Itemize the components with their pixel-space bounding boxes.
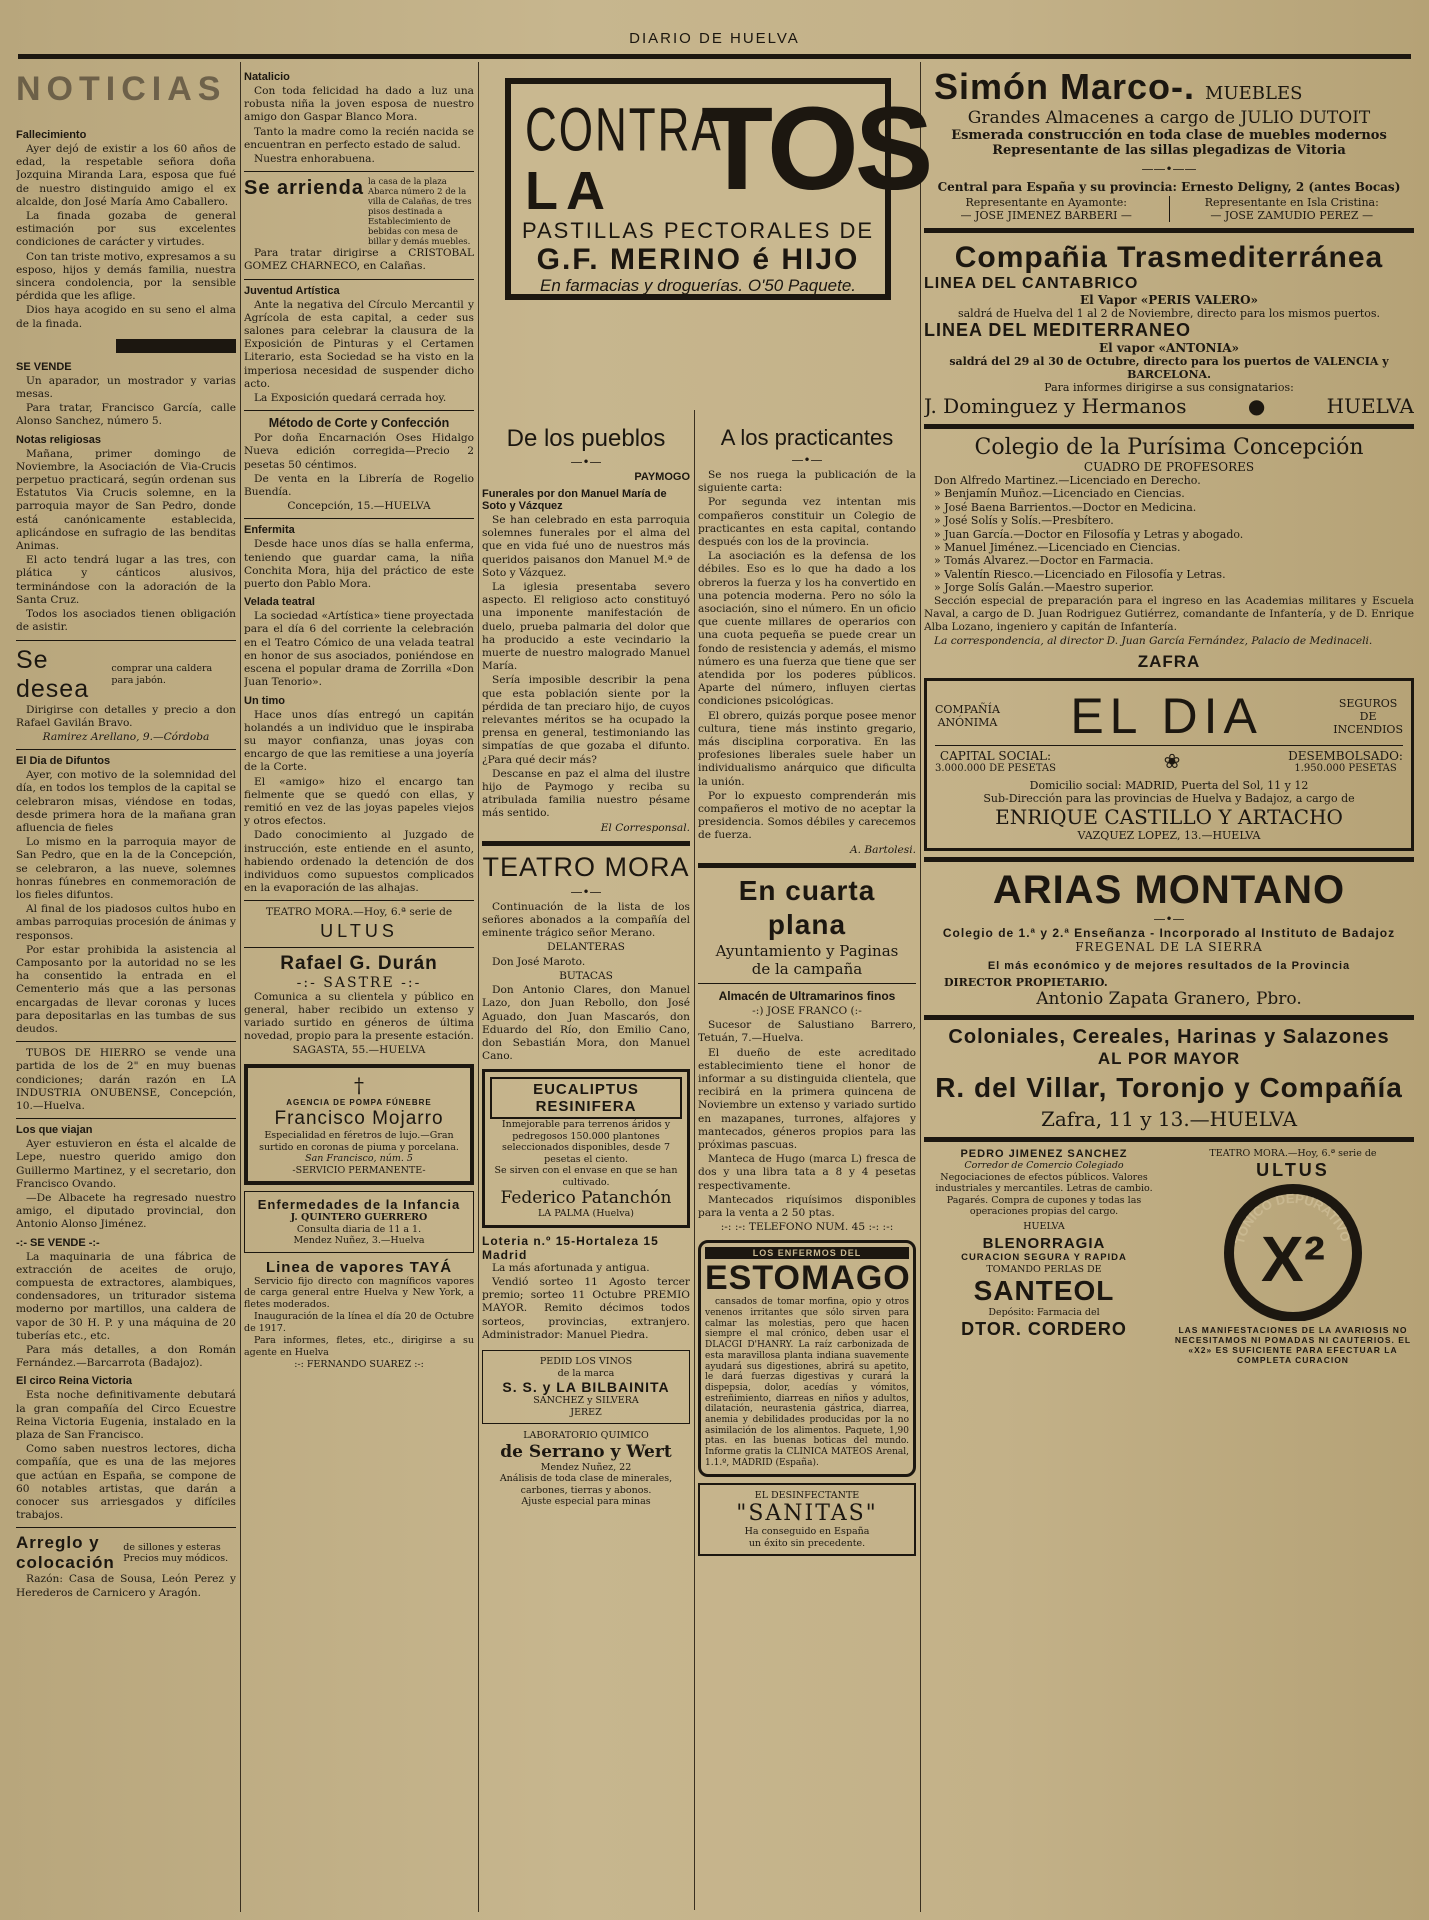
ad-contra-line2: G.F. MERINO é HIJO (536, 243, 860, 276)
list-item: » Manuel Jiménez.—Licenciado en Ciencias. (934, 541, 1181, 555)
paragraph: Para informes, fletes, etc., dirigirse a su agente en Huelva (244, 1335, 474, 1358)
heading-teatro-mora: TEATRO MORA (482, 851, 690, 882)
ad-infancia (244, 1191, 474, 1253)
dia-cap-val: 3.000.000 DE PESETAS (935, 763, 1056, 775)
arias-director: Antonio Zapata Granero, Pbro. (1036, 989, 1302, 1010)
paragraph: Como saben nuestros lectores, dicha compañía, que es una de las mejores que actúan en España, se compone de 60 notables artistas, que darán a conocer sus arriesgados y difíciles trabajos. (16, 1443, 236, 1522)
divider (16, 749, 236, 750)
blen-line: CURACION SEGURA Y RAPIDA (961, 1252, 1127, 1264)
ultus-line: TEATRO MORA.—Hoy, 6.ª serie de (1209, 1148, 1377, 1160)
simon-line: Esmerada construcción en toda clase de muebles modernos (951, 128, 1387, 143)
paragraph: Se nos ruega la publicación de la siguiente carta: (698, 469, 916, 495)
ad-eucaliptus (482, 1069, 690, 1228)
paragraph: Por lo expuesto comprenderán mis compañeros el motivo de no aceptar la presidencia. Somos débiles y carecemos de fuerza. (698, 789, 916, 842)
infancia-address: Mendez Nuñez, 3.—Huelva (293, 1235, 425, 1247)
lab-line: Mendez Nuñez, 22 (540, 1461, 632, 1473)
simon-rep-name: — JOSE ZAMUDIO PEREZ — (1210, 209, 1374, 222)
heading-dia-difuntos: El Dia de Difuntos (16, 755, 111, 768)
x2-ring-text: TONICO DEPURATIVO (1231, 1190, 1354, 1246)
sanitas-title: "SANITAS" (736, 1501, 878, 1527)
column-1 (16, 66, 236, 1916)
paragraph-tubos: TUBOS DE HIERRO se vende una partida de los de 2" en muy buenas condiciones; darán razón en LA INDUSTRIA ONUBENSE, Concepción, 10.—Huelva. (16, 1047, 236, 1112)
list-item: Don Alfredo Martinez.—Licenciado en Derecho. (934, 474, 1201, 487)
paragraph: Ramirez Arellano, 9.—Córdoba (42, 730, 210, 743)
dia-right: INCENDIOS (1333, 722, 1403, 736)
paragraph: Descanse en paz el alma del ilustre hijo de Paymogo y reciba su atribulada familia nuestro pésame más sentido. (482, 767, 690, 820)
paragraph: Manteca de Hugo (marca L) fresca de dos y una libra tata a 8 y 4 pesetas respectivamente. (698, 1153, 916, 1192)
dia-right: SEGUROS (1338, 696, 1398, 710)
blen-brand: SANTEOL (973, 1275, 1115, 1307)
subheading-paymogo: PAYMOGO (634, 471, 690, 483)
column-4: A los practicantes —•— Se nos ruega la publicación de la siguiente carta: Por segunda vez intentan mis compañeros constituir un Colegio de practicantes en esta capital, contando después con los de la provincia. La asociación es la defensa de los débiles. Eso es lo que ha dado a los obreros la fuerza y los ha convertido en una potencia moderna. Pero no sólo la asociación, sino el número. En un oficio que cuente millares de operarios con una cuota pequeña se puede crear un fondo de resistencia y además, el mismo número es una fuerza que tiene que ser atendida por los poderes públicos. Aparte del número, influyen ciertas condiciones psicológicas. El obrero, quizás porque posee menor cultura, tiene más instinto gregario, más disciplina corporativa. En las profesiones liberales suele haber un individualismo anárquico que dificulta la unión. Por lo expuesto comprenderán mis compañeros el motivo de no aceptar la presidencia. Somos débiles y carecemos de fuerza. A. Bartolesi. En cuarta plana Ayuntamiento y Paginas de la campaña Almacén de Ultramarinos finos -:) JOSE FRANCO (:- Sucesor de Salustiano Barrero, Tetuán, 7.—Huelva. El dueño de este acreditado establecimiento tiene el honor de informar a su distinguida clientela, que recibirá en la primera quincena de Noviembre un extenso y variado surtido en mazapanes, turrones, alfajores y mantecados, géneros propios para las próximas pascuas. Manteca de Hugo (marca L) fresca de dos y una libra tata a 8 y 4 pesetas respectivamente. Mantecados riquísimos disponibles para la venta a 2 50 ptas. :-: :-: TELEFONO NUM. 45 :-: :-: LOS ENFERMOS DEL ESTOMAGO cansados de tomar morfina, opio y otros venenos irritantes que sólo sirven para calmar las molestias, pero que hacen siempre el mal crónico, deben usar el DLACGI D'HANRY. La raíz carbonizada de esta maravillosa planta indiana suavemente ayudará sus digestiones, abrirá su apetito, le dará fuerzas digestivas y curará la dispepsia, dolor, acedías y vómitos, estreñimiento, diarreas en niños y adultos, dilatación, neurastenia gástrica, diarrea, anemia y debilidades producidas por la no asimilación de los alimentos. Paquete, 1,90 ptas. en las buenas boticas del mundo. Informe gratis la CLINICA MATEOS Arenal, 1.1.º, MADRID (España). EL DESINFECTANTE "SANITAS" Ha conseguido en España un éxito sin precedente. (698, 425, 916, 1920)
paragraph: Servicio fijo directo con magníficos vapores de carga general entre Huelva y New York, a fletes moderados. (244, 1275, 474, 1310)
heading-velada: Velada teatral (244, 596, 315, 609)
x2-logo (1193, 1181, 1393, 1321)
arias-line: El más económico y de mejores resultados de la Provincia (987, 960, 1351, 973)
paragraph: Don José Maroto. (492, 955, 586, 968)
lab-name: de Serrano y Wert (500, 1441, 672, 1462)
paragraph: Por segunda vez intentan mis compañeros constituir un Colegio de practicantes en esta capital, contando después con los de la provincia. (698, 496, 916, 549)
paragraph: Dios haya acogido en su seno el alma de la finada. (16, 304, 236, 330)
bullet-icon: ● (1247, 394, 1266, 418)
colegio-professors (934, 474, 1414, 595)
divider (16, 1118, 236, 1119)
vinos-line: SANCHEZ y SILVERA (533, 1395, 639, 1407)
trans-line: Para informes dirigirse a sus consignatarios: (1044, 381, 1294, 394)
heading-loteria: Loteria n.º 15-Hortaleza 15 Madrid (482, 1233, 659, 1262)
paragraph: Ante la negativa del Círculo Mercantil y Agrícola de esta capital, a ceder sus salones para celebrar la clausura de la Exposición de Pinturas y el Certamen Literario, esta Sociedad se ha visto en la imperiosa necesidad de suspender dicho acto. (244, 298, 474, 390)
ad-se-desea-sub: comprar una caldera para jabón. (111, 663, 213, 686)
section-title-noticias: NOTICIAS (16, 70, 227, 108)
heading-enfermita: Enfermita (244, 524, 295, 537)
paragraph: El dueño de este acreditado establecimiento tiene el honor de informar a su distinguida clientela, que recibirá en la primera quincena de Noviembre un extenso y variado surtido en mazapanes, turrones, alfajores y mantecados, géneros propios para las próximas pascuas. (698, 1046, 916, 1151)
heading-juventud: Juventud Artística (244, 284, 340, 297)
paragraph: La maquinaria de una fábrica de extracción de aceites de orujo, compuesta de extractores, alambiques, condensadores, un triturador sistema moderno por martillos, una caldera de vapor de 30 H. P. y una máquina de 20 tuberías etc., etc. (16, 1250, 236, 1342)
mojarro-agency: AGENCIA DE POMPA FÚNEBRE (286, 1097, 432, 1107)
blen-line: Depósito: Farmacia del (988, 1307, 1100, 1319)
divider (244, 900, 474, 901)
paragraph: Todos los asociados tienen obligación de asistir. (16, 608, 236, 634)
paragraph: Se han celebrado en esta parroquia solemnes funerales por el alma del que en vida fué uno de nuestros más queridos paisanos don Manuel M.ª de Soto y Vázquez. (482, 514, 690, 579)
eucaliptus-title: EUCALIPTUS RESINIFERA (490, 1077, 682, 1119)
paragraph: Para más detalles, a don Román Fernández.—Barcarrota (Badajoz). (16, 1344, 236, 1370)
paragraph: Ayer estuvieron en ésta el alcalde de Lepe, nuestro querido amigo don Guillermo Martinez, y el secretario, don Francisco Ovando. (16, 1138, 236, 1190)
heading-se-vende: SE VENDE (16, 360, 72, 373)
list-item: » Tomás Alvarez.—Doctor en Farmacia. (934, 554, 1154, 568)
column-divider (920, 62, 921, 1912)
column-3: De los pueblos —•— PAYMOGO Funerales por don Manuel María de Soto y Vázquez Se han celebrado en esta parroquia solemnes funerales por el alma del que en vida fué uno de nuestros más queridos paisanos don Manuel M.ª de Soto y Vázquez. La iglesia presentaba severo aspecto. El religioso acto constituyó una imponente manifestación de duelo, prueba palmaria del dolor que ha producido a este vecindario la muerte de nuestro malogrado Manuel María. Sería imposible describir la pena que esta población siente por la pérdida de tan preciaro hijo, de cuyos relevantes méritos se ha ocupado la prensa en general, testimoniando las simpatías de que gozaba el difunto. ¿Para qué decir más? Descanse en paz el alma del ilustre hijo de Paymogo y reciba su atribulada familia nuestro pésame más sentido. El Corresponsal. TEATRO MORA —•— Continuación de la lista de los señores abonados a la compañía del eminente trágico señor Merano. DELANTERAS Don José Maroto. BUTACAS Don Antonio Clares, don Manuel Lazo, don Juan Rebollo, don José Aguado, don Juan Mascarós, don Eduardo del Río, don Emilio Cano, don Sebastián Mora, don Manuel Cano. EUCALIPTUS RESINIFERA Inmejorable para terrenos áridos y pedregosos 150.000 plantones seleccionados disponibles, desde 7 pesetas el ciento. Se sirven con el envase en que se han cultivado. Federico Patanchón LA PALMA (Huelva) Loteria n.º 15-Hortaleza 15 Madrid La más afortunada y antigua. Vendió sorteo 11 Agosto tercer premio; sorteo 11 Octubre PREMIO MAYOR. Remito décimos todos sorteos, provincias, extranjero. Administrador: Manuel Piedra. PEDID LOS VINOS de la marca S. S. y LA BILBAINITA SANCHEZ y SILVERA JEREZ LABORATORIO QUIMICO de Serrano y Wert Mendez Nuñez, 22 Análisis de toda clase de minerales, carbones, tierras y abonos. Ajuste especial para minas (482, 425, 690, 1508)
paragraph: Para tratar, Francisco García, calle Alonso Sanchez, número 5. (16, 402, 236, 428)
divider (482, 841, 690, 846)
simon-rep: Representante en Ayamonte: (965, 196, 1127, 209)
zafra-heading: ZAFRA (1137, 652, 1201, 672)
column-divider (694, 410, 695, 1910)
paragraph: Concepción, 15.—HUELVA (287, 500, 431, 513)
divider (698, 983, 916, 984)
sanitas-line: EL DESINFECTANTE (754, 1489, 860, 1501)
colegio-title: Colegio de la Purísima Concepción (974, 435, 1364, 460)
heading-metodo: Método de Corte y Confección (268, 416, 450, 431)
arias-line: FREGENAL DE LA SIERRA (1075, 940, 1263, 955)
heading-natalicio: Natalicio (244, 71, 290, 83)
eucaliptus-text: Se sirven con el envase en que se han cultivado. (494, 1165, 678, 1188)
pedro-name: PEDRO JIMENEZ SANCHEZ (960, 1148, 1128, 1161)
trans-line: El Vapor «PERIS VALERO» (1079, 293, 1259, 307)
duran-title: Rafael G. Durán (280, 952, 438, 974)
paragraph: Para tratar dirigirse a CRISTOBAL GOMEZ CHARNECO, en Calañas. (244, 247, 474, 273)
list-item: » Jorge Solís Galán.—Maestro superior. (934, 581, 1154, 595)
infancia-title: Enfermedades de la Infancia (257, 1197, 461, 1213)
blen-line: TOMANDO PERLAS DE (986, 1263, 1102, 1275)
colegio-sub: CUADRO DE PROFESORES (1083, 460, 1255, 474)
dia-line: Domicilio social: MADRID, Puerta del Sol, 11 y 12 (1029, 779, 1309, 793)
paragraph: Don Antonio Clares, don Manuel Lazo, don Juan Rebollo, don José Aguado, don Juan Mascarós, don Eduardo del Río, don Emilio Cano, don Sebastián Mora, don Manuel Cano. (482, 984, 690, 1063)
black-bar (116, 339, 236, 353)
simon-line: Representante de las sillas plegadizas de Vitoria (992, 143, 1346, 158)
eucaliptus-name: Federico Patanchón (500, 1188, 672, 1209)
arias-line: Colegio de 1.ª y 2.ª Enseñanza - Incorporado al Instituto de Badajoz (942, 926, 1396, 941)
paragraph: La asociación es la defensa de los débiles. Eso es lo que ha dado a los obreros la fuerza y los ha convertido en una potencia moderna. Pero no sólo la asociación, sino el número. En un oficio que cuente millares de operarios con una cuota pequeña se puede crear un fondo de resistencia y además, el mismo número es una fuerza que tiene que ser atendida por los poderes públicos. Aparte del número, influyen ciertas condiciones psicológicas. (698, 550, 916, 708)
paragraph: La Exposición quedará cerrada hoy. (254, 392, 447, 405)
eucaliptus-place: LA PALMA (Huelva) (538, 1208, 634, 1220)
divider (16, 1527, 236, 1528)
paragraph: Ayer, con motivo de la solemnidad del día, en todos los templos de la capital se celebraron misas, viéndose en todas, desde primera hora de la mañana gran afluencia de fieles (16, 769, 236, 834)
heading-timo: Un timo (244, 694, 285, 707)
ad-la-word: LA (525, 161, 613, 221)
paragraph: Sección especial de preparación para el ingreso en las Academias militares y Escuela Naval, a cargo de D. Juan Rodriguez Gutiérrez, comandante de Infantería, y de D. Enrique Alba Lozano, ingeniero y capitán de Infantería. (924, 594, 1414, 634)
ad-el-dia (924, 678, 1414, 851)
duran-sastre: -:- SASTRE -:- (296, 974, 422, 991)
vinos-brand: S. S. y LA BILBAINITA (502, 1379, 670, 1396)
divider (16, 640, 236, 641)
dia-agent: ENRIQUE CASTILLO Y ARTACHO (995, 805, 1343, 830)
divider (924, 857, 1414, 862)
paragraph: Ayer dejó de existir a los 60 años de edad, la respetable señora doña Jozquina Miranda Lara, esposa que fué de nuestro distinguido amigo el ex alcalde, don José María Amo Caballero. (16, 143, 236, 208)
paragraph: La iglesia presentaba severo aspecto. El religioso acto constituyó una imponente manifestación de duelo, prueba palmaria del dolor que ha producido a este vecindario la muerte de nuestro malogrado Manuel María. (482, 581, 690, 673)
list-item: » José Solís y Solís.—Presbítero. (934, 514, 1114, 528)
ad-arrienda-title: Se arrienda (244, 177, 364, 200)
teatro-ultus: ULTUS (320, 920, 398, 941)
dia-line: VAZQUEZ LOPEZ, 13.—HUELVA (1077, 829, 1261, 843)
paragraph: Un aparador, un mostrador y varias mesas. (16, 374, 236, 401)
paragraph: La correspondencia, al director D. Juan García Fernández, Palacio de Medinaceli. (934, 635, 1373, 648)
ad-contra-line3: En farmacias y droguerías. O'50 Paquete. (539, 276, 857, 295)
paragraph: Hace unos días entregó un capitán holandés a un individuo que le inspiraba su mayor confianza, unas joyas con encargo de que las remitiese a una joyería de la Corte. (244, 708, 474, 774)
paragraph: —De Albacete ha regresado nuestro amigo, el diputado provincial, don Antonio Alonso Jiménez. (16, 1192, 236, 1231)
divider (244, 947, 474, 948)
paragraph: Por doña Encarnación Oses Hidalgo Nueva edición corregida—Precio 2 pesetas 50 céntimos. (244, 432, 474, 471)
villar-name: R. del Villar, Toronjo y Compañía (935, 1072, 1403, 1104)
ad-contra-word: CONTRA (525, 96, 723, 165)
vapores-title: Linea de vapores TAYÁ (265, 1258, 453, 1276)
paragraph: Razón: Casa de Sousa, León Perez y Herederos de Carnicero y Aragón. (16, 1573, 236, 1599)
paragraph: Por estar prohibida la asistencia al Camposanto por la autoridad no se les ha consentido la entrada en el Cementerio más que a las personas encargadas de llevar coronas y luces para depositarlas en las tumbas de sus deudos. (16, 943, 236, 1035)
cuarta-line: Ayuntamiento y Paginas (715, 941, 899, 960)
paragraph: :-: FERNANDO SUAREZ :-: (294, 1359, 424, 1371)
emblem-icon: ❀ (1163, 749, 1181, 774)
ad-contra-line1: PASTILLAS PECTORALES DE (521, 218, 875, 243)
pedro-text: Negociaciones de efectos públicos. Valores industriales y mercantiles. Letras de cambio. Pagarés. Compra de cupones y todas las operaciones propias del cargo. (935, 1171, 1153, 1218)
estomago-title: ESTOMAGO (705, 1259, 911, 1298)
ad-mojarro (244, 1064, 474, 1186)
ad-arreglo-sub: de sillones y esteras Precios muy módicos. (123, 1541, 229, 1565)
list-item: » Benjamín Muñoz.—Licenciado en Ciencias. (934, 487, 1185, 501)
paragraph: Con tan triste motivo, expresamos a su esposo, hijos y demás familia, nuestra sincera condolencia, por la sensible pérdida que les aflige. (16, 250, 236, 303)
header-rule (18, 54, 1411, 59)
paragraph: :-: :-: TELEFONO NUM. 45 :-: :-: (720, 1221, 894, 1234)
dia-left: COMPAÑÍA (935, 703, 1000, 717)
mojarro-service: -SERVICIO PERMANENTE- (292, 1164, 426, 1176)
ad-tos-word: TOS (701, 83, 930, 215)
paragraph: Desde hace unos días se halla enferma, teniendo que guardar cama, la niña Conchita Mora, hija del práctico de este puerto don Pablo Mora. (244, 538, 474, 591)
trans-line: saldrá de Huelva del 1 al 2 de Noviembre, directo para los mismos puertos. (957, 307, 1381, 320)
sanitas-line: un éxito sin precedente. (748, 1537, 866, 1549)
column-5: Simón Marco-. MUEBLES Grandes Almacenes a cargo de JULIO DUTOIT Esmerada construcción en toda clase de muebles modernos Representante de las sillas plegadizas de Vitoria ——•—— Central para España y su provincia: Ernesto Deligny, 2 (antes Bocas) Representante en Ayamonte: — JOSE JIMENEZ BARBERI — Representante en Isla Cristina: — JOSE ZAMUDIO PEREZ — Compañia Trasmediterránea LINEA DEL CANTABRICO El Vapor «PERIS VALERO» saldrá de Huelva del 1 al 2 de Noviembre, directo para los mismos puertos. LINEA DEL MEDITERRANEO El vapor «ANTONIA» saldrá del 29 al 30 de Octubre, directo para los puertos de VALENCIA y BARCELONA. Para informes dirigirse a sus consignatarios: J. Dominguez y Hermanos ● HUELVA Colegio de la Purísima Concepción CUADRO DE PROFESORES Don Alfredo Martinez.—Licenciado en Derecho. » Benjamín Muñoz.—Licenciado en Ciencias. » José Baena Barrientos.—Doctor en Medicina. » José Solís y Solís.—Presbítero. » Juan García.—Doctor en Filosofía y Letras y abogado. » Manuel Jiménez.—Licenciado en Ciencias. » Tomás Alvarez.—Doctor en Farmacia. » Valentín Riesco.—Licenciado en Filosofía y Letras. » Jorge Solís Galán.—Maestro superior. Sección especial de preparación para el ingreso en las Academias militares y Escuela Naval, a cargo de D. Juan Rodriguez Gutiérrez, comandante de Infantería, y de D. Enrique Alba Lozano, ingeniero y capitán de Infantería. La correspondencia, al director D. Juan García Fernández, Palacio de Medinaceli. ZAFRA COMPAÑÍA ANÓNIMA EL DIA SEGUROS DE INCENDIOS CAPITAL SOCIAL: 3.000.000 DE PESETAS ❀ DESEMBOLSADO: 1.950.000 PESETAS Domicilio social: MADRID, Puerta del Sol, 11 y 12 Sub-Dirección para las provincias de Huelva y Badajoz, a cargo de ENRIQUE CASTILLO Y ARTACHO VAZQUEZ LOPEZ, 13.—HUELVA ARIAS MONTANO —•— Colegio de 1.ª y 2.ª Enseñanza - Incorporado al Instituto de Badajoz FREGENAL DE LA SIERRA El más económico y de mejores resultados de la Provincia DIRECTOR PROPIETARIO. Antonio Zapata Granero, Pbro. Coloniales, Cereales, Harinas y Salazones AL POR MAYOR R. del Villar, Toronjo y Compañía Zafra, 11 y 13.—HUELVA PEDRO JIMENEZ SANCHEZ Corredor de Comercio Colegiado Negociaciones de efectos públicos. Valores industriales y mercantiles. Letras de cambio. Pagarés. Compra de cupones y todas las operaciones propias del cargo. HUELVA BLENORRAGIA CURACION SEGURA Y RAPIDA TOMANDO PERLAS DE SANTEOL Depósito: Farmacia del DTOR. CORDERO TEATRO MORA.—Hoy, 6.ª serie de ULTUS TONICO DEPURATIVO X² LAS MANIFESTACIONES DE LA AVARIOSIS NO NECESITAMOS NI POMADAS NI CAUTERIOS. EL «X2» ES SUFICIENTE PARA EFECTUAR LA COMPLETA CURACION (924, 66, 1414, 1365)
paragraph: Lo mismo en la parroquia mayor de San Pedro, que en la de la Concepción, se celebraron, a las nueve, solemnes honras fúnebres en conmemoración de los fieles difuntos. (16, 836, 236, 901)
trans-agent: J. Dominguez y Hermanos (924, 394, 1187, 418)
paragraph: Inauguración de la línea el día 20 de Octubre de 1917. (244, 1311, 474, 1334)
divider (924, 1015, 1414, 1020)
heading-viajan: Los que viajan (16, 1124, 93, 1137)
dia-right: DE (1359, 709, 1377, 723)
blen-title: BLENORRAGIA (982, 1235, 1106, 1253)
paragraph: Al final de los piadosos cultos hubo en ambas parroquias procesión de ánimas y responsos. (16, 903, 236, 942)
paragraph: Sería imposible describir la pena que esta población siente por la pérdida de tan preciaro hijo, de cuyos relevantes méritos se ha ocupado la prensa en general, testimoniando las simpatías de que gozaba el difunto. ¿Para qué decir más? (482, 674, 690, 766)
eucaliptus-text: Inmejorable para terrenos áridos y pedregosos 150.000 plantones seleccionados disponibles, desde 7 pesetas el ciento. (501, 1119, 671, 1165)
dia-des: DESEMBOLSADO: (1288, 749, 1403, 764)
subheading: BUTACAS (559, 969, 613, 982)
heading-circo: El circo Reina Victoria (16, 1375, 132, 1388)
lab-line: Análisis de toda clase de minerales, carbones, tierras y abonos. (499, 1473, 673, 1496)
heading-pueblos: De los pueblos (506, 425, 666, 452)
divider (244, 518, 474, 519)
paragraph: La finada gozaba de general estimación por sus excelentes condiciones de carácter y virtudes. (16, 210, 236, 249)
pedro-city: HUELVA (1023, 1220, 1065, 1232)
pedro-title: Corredor de Comercio Colegiado (964, 1160, 1124, 1172)
ad-vinos (482, 1350, 690, 1424)
trans-line: saldrá del 29 al 30 de Octubre, directo para los puertos de VALENCIA y BARCELONA. (949, 355, 1389, 381)
column-divider (240, 62, 241, 1912)
arias-line: DIRECTOR PROPIETARIO. (944, 976, 1108, 990)
paragraph: Dirigirse con detalles y precio a don Rafael Gavilán Bravo. (16, 703, 236, 729)
dia-line: Sub-Dirección para las provincias de Huelva y Badajoz, a cargo de (983, 792, 1355, 806)
dia-left: ANÓNIMA (937, 716, 998, 730)
ad-sanitas (698, 1483, 916, 1557)
paragraph: Mantecados riquísimos disponibles para la venta a 2 50 ptas. (698, 1193, 916, 1219)
paragraph: Nuestra enhorabuena. (254, 153, 375, 166)
trans-mediterraneo: LINEA DEL MEDITERRANEO (924, 320, 1192, 340)
masthead: DIARIO DE HUELVA (629, 30, 800, 47)
infancia-doctor: J. QUINTERO GUERRERO (290, 1212, 428, 1224)
paragraph: SAGASTA, 55.—HUELVA (292, 1044, 426, 1057)
divider (924, 1137, 1414, 1142)
signature: A. Bartolesi. (849, 843, 916, 856)
paragraph: Mañana, primer domingo de Noviembre, la Asociación de Via-Crucis perpetuo practicará, según ordenan sus Estatutos Via Crucis solemne, en la parroquia mayor de San Pedro, donde está canónicamente establecida, aplicándose en sufragio de las benditas Animas. (16, 447, 236, 553)
divider (698, 863, 916, 868)
divider (244, 410, 474, 411)
column-divider (478, 62, 479, 1912)
dia-title: EL DIA (1070, 688, 1263, 745)
villar-line: Coloniales, Cereales, Harinas y Salazones (948, 1026, 1390, 1049)
ad-se-desea-title: Se desea (16, 645, 90, 703)
simon-line: Central para España y su provincia: Ernesto Deligny, 2 (antes Bocas) (937, 180, 1401, 194)
ad-contra-la-tos (505, 78, 930, 300)
mojarro-address: San Francisco, núm. 5 (305, 1153, 413, 1165)
vinos-line: PEDID LOS VINOS (539, 1356, 633, 1368)
divider (924, 424, 1414, 429)
ad-laboratorio (482, 1430, 690, 1508)
paragraph: Con toda felicidad ha dado a luz una robusta niña la joven esposa de nuestro amigo don Gaspar Blanco Mora. (244, 85, 474, 124)
trans-cantabrico: LINEA DEL CANTABRICO (924, 275, 1139, 292)
paragraph: Dado conocimiento al Juzgado de instrucción, este entiende en el asunto, habiendo ordenado la detención de dos individuos como supuestos complicados en la evaporación de las alhajas. (244, 829, 474, 895)
paragraph: -:) JOSE FRANCO (:- (752, 1004, 862, 1017)
simon-muebles: MUEBLES (1205, 83, 1303, 104)
paragraph: Continuación de la lista de los señores abonados a la compañía del eminente trágico señor Merano. (482, 900, 690, 940)
cuarta-line: de la campaña (751, 959, 863, 978)
estomago-top: LOS ENFERMOS DEL (705, 1247, 909, 1259)
column-2 (244, 66, 474, 1916)
ad-arrienda-sub: la casa de la plaza Abarca número 2 de la villa de Calañas, de tres pisos destinada a Establecimiento de bebidas con mesa de billar y demás muebles. (367, 177, 472, 248)
paragraph: Sucesor de Salustiano Barrero, Tetuán, 7.—Huelva. (698, 1019, 916, 1045)
simon-rep-name: — JOSE JIMENEZ BARBERI — (960, 209, 1132, 222)
simon-title: Simón Marco-. (934, 66, 1196, 107)
paragraph: Vendió sorteo 11 Agosto tercer premio; sorteo 11 Octubre PREMIO MAYOR. Remito décimos todos sorteos, provincias, extranjero. Administrador: Manuel Piedra. (482, 1276, 690, 1341)
paragraph: Tanto la madre como la recién nacida se encuentran en perfecto estado de salud. (244, 125, 474, 151)
heading-almacen: Almacén de Ultramarinos finos (718, 988, 896, 1003)
dia-cap: CAPITAL SOCIAL: (939, 749, 1052, 764)
estomago-text: cansados de tomar morfina, opio y otros venenos irritantes que sólo sirven para calmar las molestias, pero que hacen siempre el mal crónico, deben usar el DLACGI D'HANRY. La raíz carbonizada de esta maravillosa planta indiana suavemente ayudará sus digestiones, abrirá su apetito, le dará fuerzas digestivas y curará la dispepsia, dolor, acedías y vómitos, estreñimiento, diarreas en niños y adultos, dilatación, neurastenia gástrica, diarrea, anemia y debilidades producidas por la no asimilación de los alimentos. Paquete, 1,90 ptas. en las buenas boticas del mundo. Informe gratis la CLINICA MATEOS Arenal, 1.1.º, MADRID (España). (705, 1297, 909, 1468)
lab-line: Ajuste especial para minas (521, 1496, 651, 1508)
dia-des-val: 1.950.000 PESETAS (1294, 763, 1397, 775)
list-item: » Valentín Riesco.—Licenciado en Filosofía y Letras. (934, 567, 1226, 581)
x2-caption: LAS MANIFESTACIONES DE LA AVARIOSIS NO NECESITAMOS NI POMADAS NI CAUTERIOS. EL «X2» ES SUFICIENTE PARA EFECTUAR LA COMPLETA CURACION (1174, 1324, 1412, 1365)
arias-title: ARIAS MONTANO (992, 868, 1346, 913)
cross-icon: † (354, 1072, 364, 1097)
heading-fallecimiento: Fallecimiento (16, 129, 87, 141)
paragraph: El obrero, quizás porque posee menor cultura, tiene más instinto gregario, más disciplina corporativa. En las profesiones liberales suele haber un individualismo anárquico que dificulta la unión. (698, 709, 916, 788)
sanitas-line: Ha conseguido en España (744, 1526, 870, 1538)
villar-address: Zafra, 11 y 13.—HUELVA (1040, 1107, 1298, 1132)
heading-funerales: Funerales por don Manuel María de Soto y Vázquez (482, 488, 667, 512)
paragraph: El «amigo» hizo el encargo tan fielmente que se quedó con ellas, y remitió en vez de las joyas papeles viejos y otros efectos. (244, 775, 474, 828)
simon-line: Grandes Almacenes a cargo de JULIO DUTOIT (967, 108, 1371, 128)
trans-city: HUELVA (1326, 394, 1414, 418)
trans-title: Compañia Trasmediterránea (954, 241, 1384, 274)
paragraph: Esta noche definitivamente debutará la gran compañía del Circo Ecuestre Reina Victoria Eugenia, instalado en la plaza de San Francisco. (16, 1389, 236, 1442)
paragraph: El acto tendrá lugar a las tres, con plática y cánticos alusivos, terminándose con la adoración de la Santa Cruz. (16, 554, 236, 606)
ad-estomago (698, 1240, 916, 1476)
teatro-line: TEATRO MORA.—Hoy, 6.ª serie de (265, 906, 453, 919)
divider (244, 279, 474, 280)
list-item: » José Baena Barrientos.—Doctor en Medicina. (934, 500, 1197, 514)
heading-se-vende-2: -:- SE VENDE -:- (16, 1236, 100, 1249)
ad-arreglo-title: Arreglo y colocación (16, 1533, 115, 1573)
paragraph: La más afortunada y antigua. (492, 1261, 650, 1274)
infancia-hours: Consulta diaria de 11 a 1. (296, 1223, 422, 1235)
heading-cuarta-plana: En cuarta plana (738, 874, 876, 940)
paragraph: Comunica a su clientela y público en general, haber recibido un extenso y variado surtido en géneros de última novedad, propio para la presente estación. (244, 990, 474, 1043)
divider (244, 171, 474, 172)
divider (924, 228, 1414, 233)
ultus-title: ULTUS (1256, 1159, 1330, 1180)
signature: El Corresponsal. (600, 821, 690, 834)
mojarro-name: Francisco Mojarro (274, 1108, 444, 1130)
list-item: » Juan García.—Doctor en Filosofía y Letras y abogado. (934, 527, 1244, 541)
divider (16, 1041, 236, 1042)
mojarro-text: Especialidad en féretros de lujo.—Gran surtido en coronas de piuma y porcelana. (259, 1130, 459, 1153)
lab-line: LABORATORIO QUIMICO (523, 1430, 649, 1442)
subheading: DELANTERAS (547, 941, 625, 954)
vinos-line: de la marca (557, 1367, 615, 1379)
villar-line: AL POR MAYOR (1097, 1049, 1241, 1069)
blen-doctor: DTOR. CORDERO (961, 1318, 1127, 1339)
vinos-line: JEREZ (570, 1406, 602, 1418)
simon-rep: Representante en Isla Cristina: (1204, 196, 1379, 209)
paragraph: De venta en la Librería de Rogelio Buendía. (244, 472, 474, 499)
trans-line: El vapor «ANTONIA» (1098, 341, 1240, 355)
paragraph: La sociedad «Artística» tiene proyectada para el día 6 del corriente la celebración en el Teatro Cómico de una velada teatral en honor de sus asociados, poniéndose en escena el popular drama de Zorrilla «Don Juan Tenorio». (244, 610, 474, 689)
heading-notas-religiosas: Notas religiosas (16, 433, 101, 446)
x2-text: X² (1261, 1222, 1325, 1295)
heading-practicantes: A los practicantes (720, 425, 894, 450)
